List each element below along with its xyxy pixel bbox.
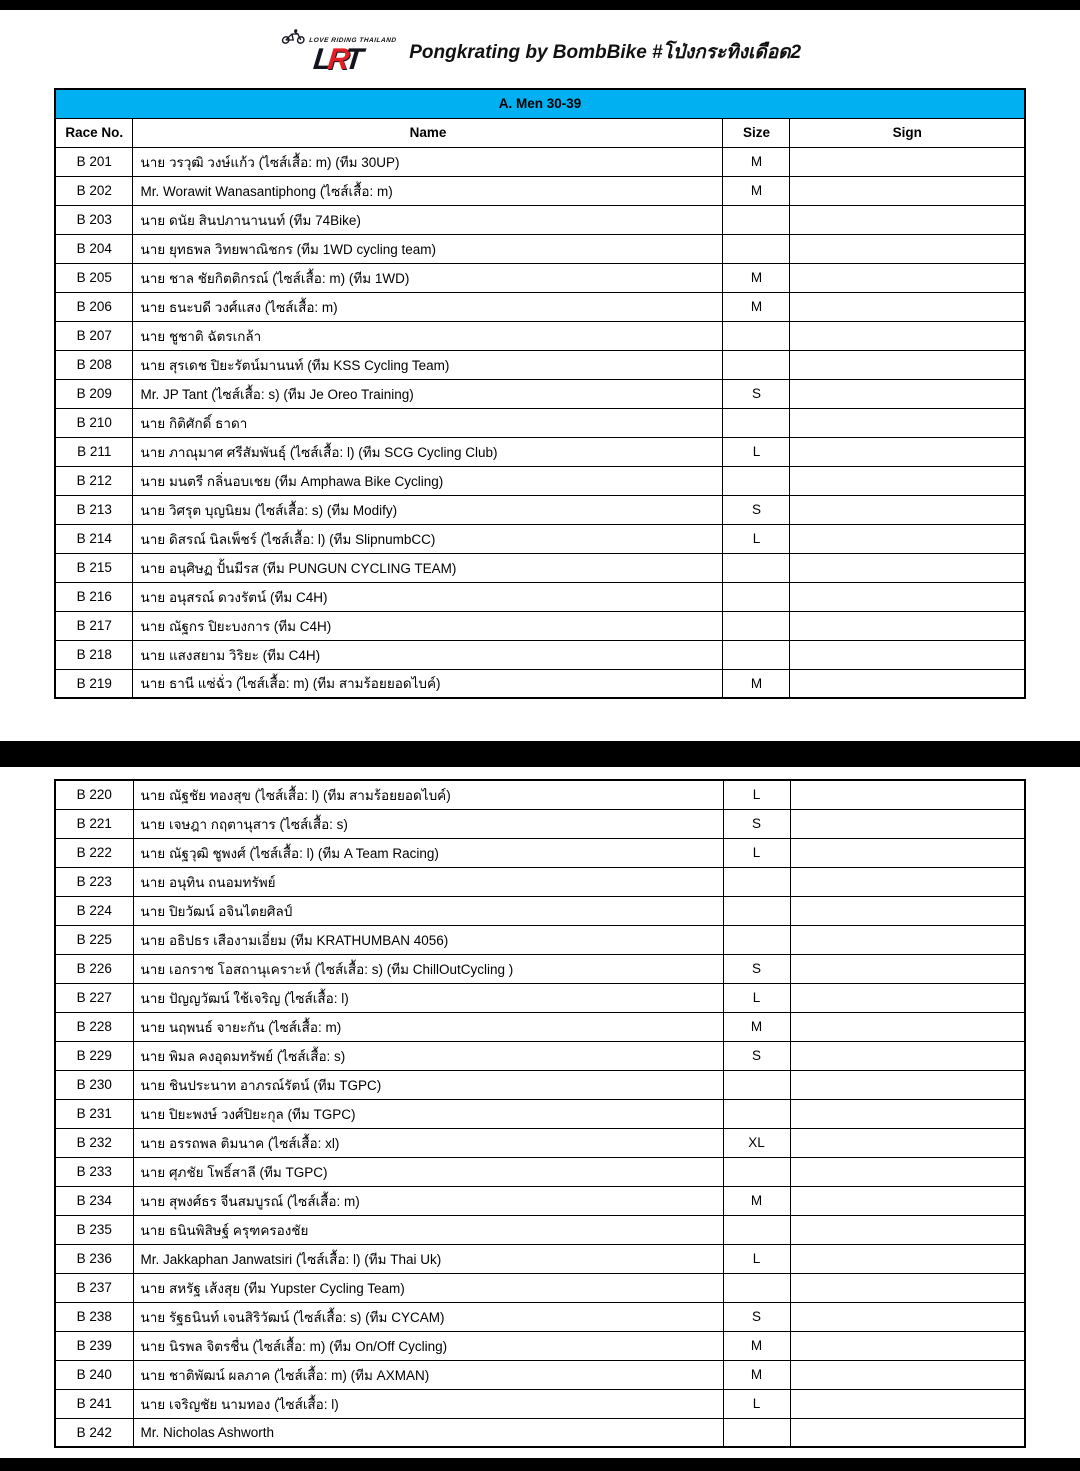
- name-cell: นาย เจริญชัย นามทอง (ไซส์เสื้อ: l): [133, 1389, 723, 1418]
- name-cell: นาย นฤพนธ์ จายะกัน (ไซส์เสื้อ: m): [133, 1012, 723, 1041]
- race-no-cell: B 224: [55, 896, 133, 925]
- name-cell: Mr. JP Tant (ไซส์เสื้อ: s) (ทีม Je Oreo Training): [133, 379, 723, 408]
- table-row: [55, 780, 1025, 809]
- name-cell: นาย ธานี แซ่ฉั่ว (ไซส์เสื้อ: m) (ทีม สามร้อยยอดไบค์): [133, 669, 723, 698]
- lrt-logo-text: [312, 45, 361, 75]
- category-header-row: [55, 89, 1025, 118]
- sign-cell: [790, 1215, 1025, 1244]
- table-row: [55, 1331, 1025, 1360]
- name-cell: นาย สุรเดช ปิยะรัตน์มานนท์ (ทีม KSS Cycling Team): [133, 350, 723, 379]
- sign-cell: [790, 350, 1025, 379]
- sign-cell: [790, 1012, 1025, 1041]
- table-row: [55, 1418, 1025, 1447]
- size-cell: M: [723, 669, 790, 698]
- sign-cell: [790, 147, 1025, 176]
- size-cell: L: [723, 1244, 790, 1273]
- race-no-cell: B 217: [55, 611, 133, 640]
- size-cell: [723, 640, 790, 669]
- race-no-cell: B 236: [55, 1244, 133, 1273]
- table-row: [55, 553, 1025, 582]
- page-gap: [0, 741, 1080, 767]
- race-no-cell: B 220: [55, 780, 133, 809]
- name-cell: Mr. Worawit Wanasantiphong (ไซส์เสื้อ: m): [133, 176, 723, 205]
- table-row: [55, 954, 1025, 983]
- size-cell: [723, 1099, 790, 1128]
- table-row: [55, 205, 1025, 234]
- race-no-cell: B 221: [55, 809, 133, 838]
- table-row: [55, 408, 1025, 437]
- name-cell: นาย เอกราช โอสถานุเคราะห์ (ไซส์เสื้อ: s) (ทีม ChillOutCycling ): [133, 954, 723, 983]
- table-row: [55, 1360, 1025, 1389]
- size-cell: M: [723, 1331, 790, 1360]
- sign-cell: [790, 263, 1025, 292]
- sign-cell: [790, 954, 1025, 983]
- race-no-cell: B 201: [55, 147, 133, 176]
- table-row: [55, 1215, 1025, 1244]
- race-no-cell: B 203: [55, 205, 133, 234]
- size-cell: L: [723, 437, 790, 466]
- name-cell: นาย ปิยวัฒน์ อจินไตยศิลป์: [133, 896, 723, 925]
- table-row: [55, 147, 1025, 176]
- name-cell: Mr. Jakkaphan Janwatsiri (ไซส์เสื้อ: l) (ทีม Thai Uk): [133, 1244, 723, 1273]
- table-row: [55, 1070, 1025, 1099]
- race-no-cell: B 241: [55, 1389, 133, 1418]
- race-no-cell: B 216: [55, 582, 133, 611]
- race-no-cell: B 225: [55, 925, 133, 954]
- sign-cell: [790, 983, 1025, 1012]
- race-no-cell: B 213: [55, 495, 133, 524]
- name-cell: นาย ชาล ชัยกิตติกรณ์ (ไซส์เสื้อ: m) (ทีม 1WD): [133, 263, 723, 292]
- sign-cell: [790, 466, 1025, 495]
- race-no-cell: B 239: [55, 1331, 133, 1360]
- name-cell: นาย ดิสรณ์ นิลเพ็ชร์ (ไซส์เสื้อ: l) (ทีม SlipnumbCC): [133, 524, 723, 553]
- size-cell: [723, 1273, 790, 1302]
- table-row: [55, 983, 1025, 1012]
- category-header: A. Men 30-39: [55, 89, 1025, 118]
- name-cell: นาย ชูชาติ ฉัตรเกล้า: [133, 321, 723, 350]
- race-no-cell: B 202: [55, 176, 133, 205]
- size-cell: S: [723, 809, 790, 838]
- sign-cell: [790, 1360, 1025, 1389]
- race-no-cell: B 222: [55, 838, 133, 867]
- table-row: [55, 263, 1025, 292]
- race-no-cell: B 228: [55, 1012, 133, 1041]
- name-cell: นาย วรวุฒิ วงษ์แก้ว (ไซส์เสื้อ: m) (ทีม 30UP): [133, 147, 723, 176]
- race-no-cell: B 230: [55, 1070, 133, 1099]
- sign-cell: [790, 611, 1025, 640]
- name-cell: นาย ปัญญวัฒน์ ใช้เจริญ (ไซส์เสื้อ: l): [133, 983, 723, 1012]
- table-row: [55, 495, 1025, 524]
- sign-cell: [790, 838, 1025, 867]
- sign-cell: [790, 553, 1025, 582]
- table-row: [55, 640, 1025, 669]
- sign-cell: [790, 437, 1025, 466]
- name-cell: Mr. Nicholas Ashworth: [133, 1418, 723, 1447]
- sign-cell: [790, 1244, 1025, 1273]
- race-no-cell: B 240: [55, 1360, 133, 1389]
- name-cell: นาย ชินประนาท อาภรณ์รัตน์ (ทีม TGPC): [133, 1070, 723, 1099]
- name-cell: นาย อรรถพล ติมนาค (ไซส์เสื้อ: xl): [133, 1128, 723, 1157]
- table-row: [55, 1273, 1025, 1302]
- page-2: [0, 767, 1080, 1458]
- sign-cell: [790, 379, 1025, 408]
- sign-cell: [790, 1418, 1025, 1447]
- sign-cell: [790, 1331, 1025, 1360]
- logo-top-row: [280, 29, 398, 44]
- name-cell: นาย ณัฐวุฒิ ชูพงศ์ (ไซส์เสื้อ: l) (ทีม A Team Racing): [133, 838, 723, 867]
- size-cell: [723, 1157, 790, 1186]
- size-cell: [723, 1418, 790, 1447]
- table-row: [55, 379, 1025, 408]
- sign-cell: [790, 867, 1025, 896]
- col-header-name: Name: [133, 118, 723, 147]
- size-cell: [723, 896, 790, 925]
- name-cell: นาย อนุศิษฏ ปั้นมีรส (ทีม PUNGUN CYCLING TEAM): [133, 553, 723, 582]
- name-cell: นาย ชาติพัฒน์ ผลภาค (ไซส์เสื้อ: m) (ทีม AXMAN): [133, 1360, 723, 1389]
- race-no-cell: B 214: [55, 524, 133, 553]
- size-cell: L: [723, 780, 790, 809]
- size-cell: L: [723, 983, 790, 1012]
- race-no-cell: B 231: [55, 1099, 133, 1128]
- size-cell: [723, 321, 790, 350]
- table-row: [55, 292, 1025, 321]
- table-row: [55, 809, 1025, 838]
- name-cell: นาย กิติศักดิ์ ธาดา: [133, 408, 723, 437]
- table-row: [55, 524, 1025, 553]
- name-cell: นาย อธิปธร เสืองามเอี่ยม (ทีม KRATHUMBAN 4056): [133, 925, 723, 954]
- table-row: [55, 896, 1025, 925]
- cyclist-icon: [280, 29, 308, 44]
- race-no-cell: B 207: [55, 321, 133, 350]
- registration-table-page2: [54, 779, 1026, 1448]
- race-no-cell: B 227: [55, 983, 133, 1012]
- table-row: [55, 321, 1025, 350]
- sign-cell: [790, 234, 1025, 263]
- race-no-cell: B 211: [55, 437, 133, 466]
- table-row: [55, 437, 1025, 466]
- name-cell: นาย แสงสยาม วิริยะ (ทีม C4H): [133, 640, 723, 669]
- size-cell: L: [723, 524, 790, 553]
- name-cell: นาย ยุทธพล วิทยพาณิชกร (ทีม 1WD cycling team): [133, 234, 723, 263]
- race-no-cell: B 206: [55, 292, 133, 321]
- race-no-cell: B 226: [55, 954, 133, 983]
- document-header: [0, 26, 1080, 78]
- size-cell: S: [723, 1302, 790, 1331]
- name-cell: นาย รัฐธนินท์ เจนสิริวัฒน์ (ไซส์เสื้อ: s) (ทีม CYCAM): [133, 1302, 723, 1331]
- race-no-cell: B 205: [55, 263, 133, 292]
- size-cell: XL: [723, 1128, 790, 1157]
- race-no-cell: B 212: [55, 466, 133, 495]
- race-no-cell: B 219: [55, 669, 133, 698]
- name-cell: นาย ศุภชัย โพธิ์สาลี (ทีม TGPC): [133, 1157, 723, 1186]
- table-row: [55, 176, 1025, 205]
- sign-cell: [790, 408, 1025, 437]
- size-cell: S: [723, 954, 790, 983]
- name-cell: นาย ณัฐชัย ทองสุข (ไซส์เสื้อ: l) (ทีม สามร้อยยอดไบค์): [133, 780, 723, 809]
- name-cell: นาย นิรพล จิตรชื่น (ไซส์เสื้อ: m) (ทีม On/Off Cycling): [133, 1331, 723, 1360]
- sign-cell: [790, 1273, 1025, 1302]
- event-logo: [277, 29, 398, 75]
- col-header-sign: Sign: [790, 118, 1025, 147]
- size-cell: [723, 553, 790, 582]
- name-cell: นาย วิศรุต บุญนิยม (ไซส์เสื้อ: s) (ทีม Modify): [133, 495, 723, 524]
- sign-cell: [790, 1157, 1025, 1186]
- name-cell: นาย ณัฐกร ปิยะบงการ (ทีม C4H): [133, 611, 723, 640]
- lrt-letter-r: R: [326, 43, 347, 76]
- table-row: [55, 838, 1025, 867]
- sign-cell: [790, 205, 1025, 234]
- sign-cell: [790, 1099, 1025, 1128]
- table-row: [55, 669, 1025, 698]
- name-cell: นาย ธนะบดี วงศ์แสง (ไซส์เสื้อ: m): [133, 292, 723, 321]
- sign-cell: [790, 321, 1025, 350]
- size-cell: [723, 350, 790, 379]
- sign-cell: [790, 1302, 1025, 1331]
- size-cell: [723, 1215, 790, 1244]
- name-cell: นาย เจษฎา กฤตานุสาร (ไซส์เสื้อ: s): [133, 809, 723, 838]
- sign-cell: [790, 292, 1025, 321]
- race-no-cell: B 209: [55, 379, 133, 408]
- table-row: [55, 582, 1025, 611]
- race-no-cell: B 208: [55, 350, 133, 379]
- race-no-cell: B 238: [55, 1302, 133, 1331]
- col-header-race-no: Race No.: [55, 118, 133, 147]
- size-cell: [723, 1070, 790, 1099]
- size-cell: M: [723, 263, 790, 292]
- race-no-cell: B 204: [55, 234, 133, 263]
- size-cell: [723, 466, 790, 495]
- sign-cell: [790, 640, 1025, 669]
- table-row: [55, 1186, 1025, 1215]
- sign-cell: [790, 495, 1025, 524]
- table-row: [55, 925, 1025, 954]
- name-cell: นาย ภาณุมาศ ศรีสัมพันธุ์ (ไซส์เสื้อ: l) (ทีม SCG Cycling Club): [133, 437, 723, 466]
- size-cell: M: [723, 292, 790, 321]
- sign-cell: [790, 925, 1025, 954]
- table-row: [55, 867, 1025, 896]
- table-row: [55, 466, 1025, 495]
- lrt-letter-t: T: [343, 43, 361, 76]
- name-cell: นาย มนตรี กลิ่นอบเชย (ทีม Amphawa Bike Cycling): [133, 466, 723, 495]
- table-row: [55, 1157, 1025, 1186]
- logo-tagline: LOVE RIDING THAILAND: [308, 36, 397, 44]
- table-row: [55, 234, 1025, 263]
- size-cell: M: [723, 1012, 790, 1041]
- sign-cell: [790, 896, 1025, 925]
- sign-cell: [790, 176, 1025, 205]
- size-cell: S: [723, 495, 790, 524]
- registration-table-page1: [54, 88, 1026, 699]
- sign-cell: [790, 1070, 1025, 1099]
- size-cell: [723, 867, 790, 896]
- race-no-cell: B 232: [55, 1128, 133, 1157]
- table-row: [55, 1389, 1025, 1418]
- name-cell: นาย ปิยะพงษ์ วงศ์ปิยะกุล (ทีม TGPC): [133, 1099, 723, 1128]
- race-no-cell: B 210: [55, 408, 133, 437]
- name-cell: นาย สุพงศ์ธร จีนสมบูรณ์ (ไซส์เสื้อ: m): [133, 1186, 723, 1215]
- sign-cell: [790, 669, 1025, 698]
- sign-cell: [790, 1041, 1025, 1070]
- size-cell: M: [723, 1186, 790, 1215]
- size-cell: [723, 611, 790, 640]
- lrt-letter-l: L: [311, 43, 330, 76]
- race-no-cell: B 223: [55, 867, 133, 896]
- race-no-cell: B 229: [55, 1041, 133, 1070]
- table-row: [55, 611, 1025, 640]
- size-cell: [723, 234, 790, 263]
- size-cell: L: [723, 838, 790, 867]
- race-no-cell: B 234: [55, 1186, 133, 1215]
- size-cell: M: [723, 176, 790, 205]
- table-row: [55, 1244, 1025, 1273]
- size-cell: M: [723, 147, 790, 176]
- col-header-size: Size: [723, 118, 790, 147]
- table-row: [55, 1128, 1025, 1157]
- name-cell: นาย สหรัฐ เส้งสุย (ทีม Yupster Cycling Team): [133, 1273, 723, 1302]
- race-no-cell: B 235: [55, 1215, 133, 1244]
- size-cell: [723, 408, 790, 437]
- page-1: [0, 10, 1080, 741]
- name-cell: นาย อนุสรณ์ ดวงรัตน์ (ทีม C4H): [133, 582, 723, 611]
- size-cell: [723, 582, 790, 611]
- sign-cell: [790, 524, 1025, 553]
- size-cell: [723, 205, 790, 234]
- race-no-cell: B 242: [55, 1418, 133, 1447]
- table-row: [55, 1041, 1025, 1070]
- table-row: [55, 1012, 1025, 1041]
- race-no-cell: B 233: [55, 1157, 133, 1186]
- sign-cell: [790, 1186, 1025, 1215]
- race-no-cell: B 237: [55, 1273, 133, 1302]
- table-row: [55, 1099, 1025, 1128]
- event-title: Pongkrating by BombBike #โป่งกระทิงเดือด2: [409, 42, 802, 63]
- sign-cell: [790, 582, 1025, 611]
- table-row: [55, 350, 1025, 379]
- size-cell: S: [723, 379, 790, 408]
- table-row: [55, 1302, 1025, 1331]
- sign-cell: [790, 1389, 1025, 1418]
- race-no-cell: B 218: [55, 640, 133, 669]
- name-cell: นาย พิมล คงอุดมทรัพย์ (ไซส์เสื้อ: s): [133, 1041, 723, 1070]
- sign-cell: [790, 780, 1025, 809]
- name-cell: นาย ดนัย สินปภานานนท์ (ทีม 74Bike): [133, 205, 723, 234]
- name-cell: นาย อนุทิน ถนอมทรัพย์: [133, 867, 723, 896]
- name-cell: นาย ธนินพิสิษฐ์ ครุฑครองชัย: [133, 1215, 723, 1244]
- sign-cell: [790, 809, 1025, 838]
- sign-cell: [790, 1128, 1025, 1157]
- size-cell: [723, 925, 790, 954]
- size-cell: S: [723, 1041, 790, 1070]
- race-no-cell: B 215: [55, 553, 133, 582]
- size-cell: L: [723, 1389, 790, 1418]
- column-header-row: [55, 118, 1025, 147]
- size-cell: M: [723, 1360, 790, 1389]
